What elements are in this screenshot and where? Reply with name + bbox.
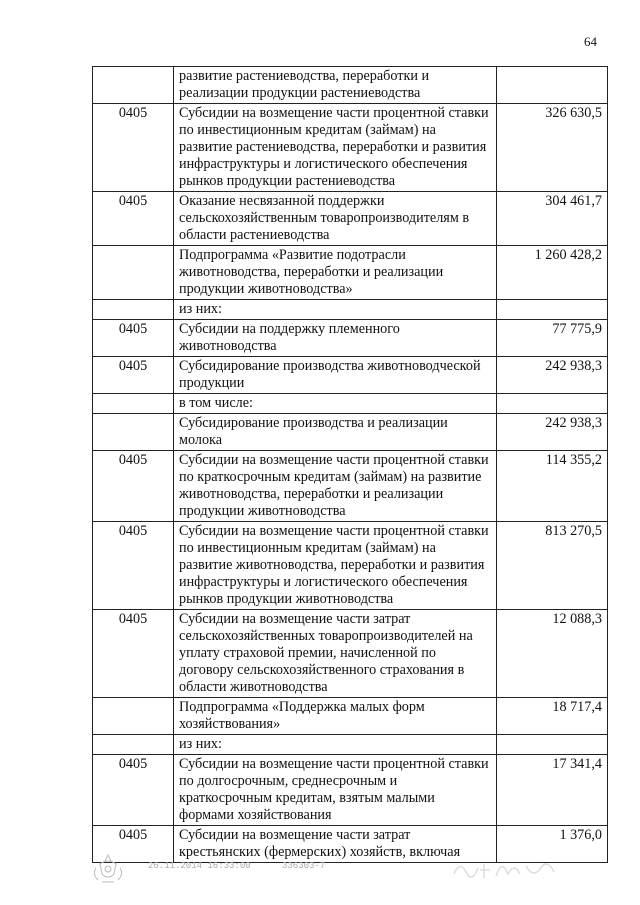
table-row bbox=[93, 192, 608, 246]
name-cell: из них: bbox=[174, 300, 497, 320]
code-cell: 0405 bbox=[93, 610, 174, 698]
table-row bbox=[93, 698, 608, 735]
amount-cell: 1 376,0 bbox=[497, 826, 608, 863]
table-row bbox=[93, 67, 608, 104]
amount-cell: 242 938,3 bbox=[497, 357, 608, 394]
name-cell: Оказание несвязанной поддержки сельскохозяйственным товаропроизводителям в области растениеводства bbox=[174, 192, 497, 246]
table-row bbox=[93, 451, 608, 522]
table-row bbox=[93, 610, 608, 698]
amount-cell: 114 355,2 bbox=[497, 451, 608, 522]
amount-cell bbox=[497, 67, 608, 104]
code-cell: 0405 bbox=[93, 192, 174, 246]
name-cell: Субсидии на возмещение части процентной ставки по краткосрочным кредитам (займам) на развитие животноводства, переработки и реализации продукции животноводства bbox=[174, 451, 497, 522]
name-cell: Субсидии на поддержку племенного животноводства bbox=[174, 320, 497, 357]
budget-table bbox=[92, 66, 608, 863]
table-row bbox=[93, 320, 608, 357]
table-row bbox=[93, 522, 608, 610]
name-cell: Субсидирование производства и реализации молока bbox=[174, 414, 497, 451]
amount-cell: 242 938,3 bbox=[497, 414, 608, 451]
name-cell: из них: bbox=[174, 735, 497, 755]
name-cell: Субсидии на возмещение части затрат крестьянских (фермерских) хозяйств, включая bbox=[174, 826, 497, 863]
name-cell: Подпрограмма «Поддержка малых форм хозяйствования» bbox=[174, 698, 497, 735]
code-cell bbox=[93, 735, 174, 755]
amount-cell: 12 088,3 bbox=[497, 610, 608, 698]
table-row bbox=[93, 735, 608, 755]
amount-cell bbox=[497, 735, 608, 755]
name-cell: развитие растениеводства, переработки и реализации продукции растениеводства bbox=[174, 67, 497, 104]
code-cell bbox=[93, 698, 174, 735]
table-row bbox=[93, 246, 608, 300]
page-number: 64 bbox=[584, 34, 597, 49]
code-cell: 0405 bbox=[93, 755, 174, 826]
code-cell bbox=[93, 67, 174, 104]
name-cell: Субсидии на возмещение части процентной ставки по инвестиционным кредитам (займам) на развитие растениеводства, переработки и развития инфраструктуры и логистического обеспечения рынков продукции растениеводства bbox=[174, 104, 497, 192]
name-cell: Субсидии на возмещение части затрат сельскохозяйственных товаропроизводителей на уплату страховой премии, начисленной по договору сельскохозяйственного страхования в области животноводства bbox=[174, 610, 497, 698]
amount-cell: 18 717,4 bbox=[497, 698, 608, 735]
table-row bbox=[93, 394, 608, 414]
code-cell: 0405 bbox=[93, 357, 174, 394]
name-cell: Субсидии на возмещение части процентной ставки по инвестиционным кредитам (займам) на развитие животноводства, переработки и развития инфраструктуры и логистического обеспечения рынков продукции животноводства bbox=[174, 522, 497, 610]
name-cell: Субсидии на возмещение части процентной ставки по долгосрочным, среднесрочным и краткосрочным кредитам, взятым малыми формами хозяйствования bbox=[174, 755, 497, 826]
table-row bbox=[93, 755, 608, 826]
amount-cell: 17 341,4 bbox=[497, 755, 608, 826]
amount-cell bbox=[497, 300, 608, 320]
name-cell: Подпрограмма «Развитие подотрасли животноводства, переработки и реализации продукции животноводства» bbox=[174, 246, 497, 300]
amount-cell: 304 461,7 bbox=[497, 192, 608, 246]
table-row bbox=[93, 104, 608, 192]
footer-date: 26.11.2014 16:33:00 bbox=[148, 861, 251, 871]
amount-cell: 326 630,5 bbox=[497, 104, 608, 192]
code-cell: 0405 bbox=[93, 320, 174, 357]
code-cell bbox=[93, 246, 174, 300]
code-cell: 0405 bbox=[93, 451, 174, 522]
name-cell: Субсидирование производства животноводческой продукции bbox=[174, 357, 497, 394]
code-cell bbox=[93, 300, 174, 320]
table-row bbox=[93, 357, 608, 394]
emblem-seal-icon bbox=[90, 852, 126, 888]
amount-cell: 1 260 428,2 bbox=[497, 246, 608, 300]
table-row bbox=[93, 414, 608, 451]
faded-stamp-icon bbox=[450, 854, 560, 884]
code-cell bbox=[93, 414, 174, 451]
footer-doc-id: 336303-7 bbox=[282, 861, 326, 871]
amount-cell: 813 270,5 bbox=[497, 522, 608, 610]
budget-table-body bbox=[93, 67, 608, 863]
page-footer bbox=[0, 852, 640, 892]
amount-cell: 77 775,9 bbox=[497, 320, 608, 357]
name-cell: в том числе: bbox=[174, 394, 497, 414]
amount-cell bbox=[497, 394, 608, 414]
code-cell: 0405 bbox=[93, 104, 174, 192]
code-cell bbox=[93, 394, 174, 414]
table-row bbox=[93, 300, 608, 320]
code-cell: 0405 bbox=[93, 522, 174, 610]
code-cell: 0405 bbox=[93, 826, 174, 863]
